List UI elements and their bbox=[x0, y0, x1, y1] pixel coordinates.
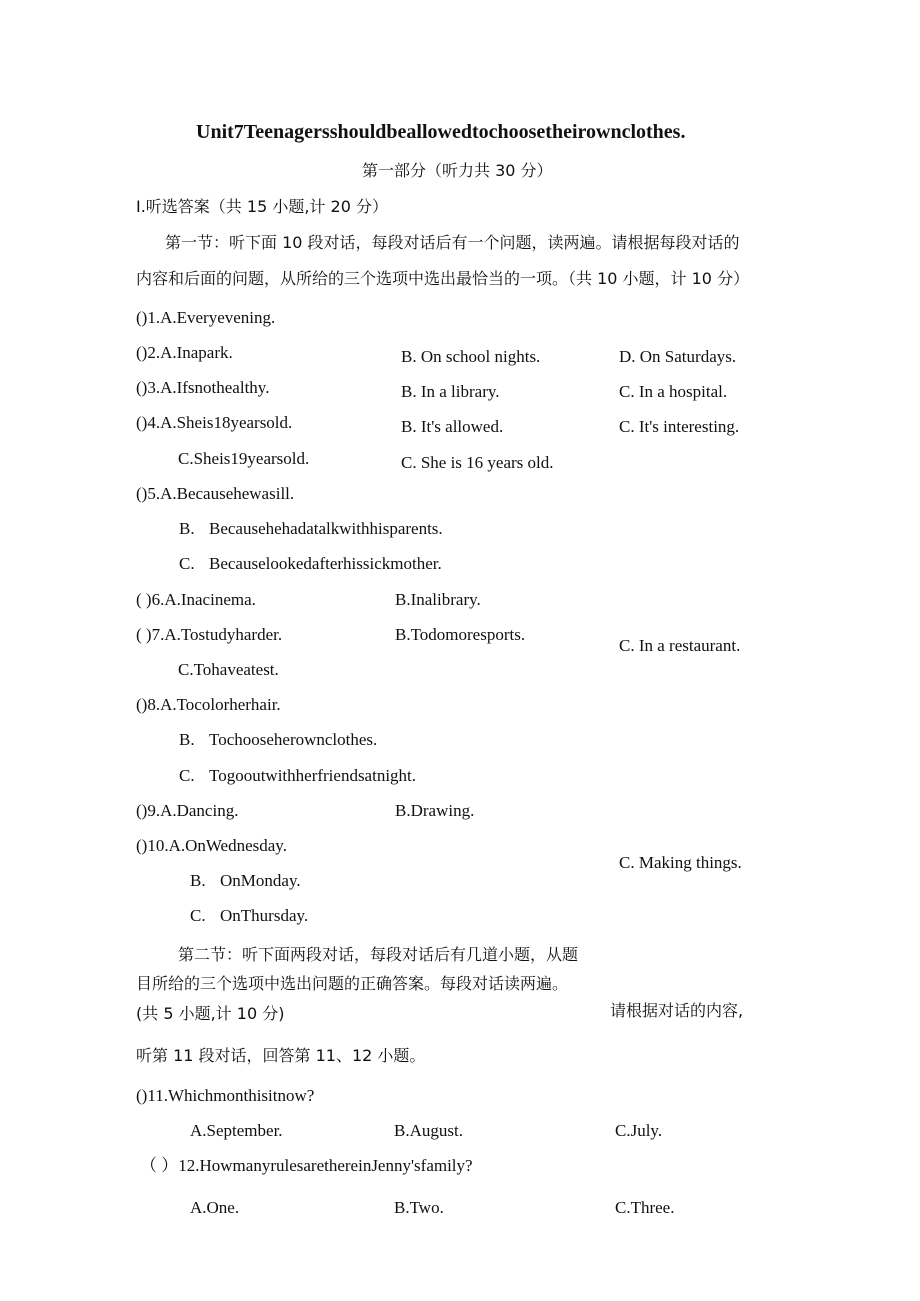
section1-instruction-line2: 内容和后面的问题，从所给的三个选项中选出最恰当的一项。（共 10 小题，计 10 分） bbox=[136, 269, 750, 288]
q4-option-c: C. It's interesting. bbox=[619, 417, 740, 436]
q5-option-c: Becauselookedafterhissickmother. bbox=[209, 554, 442, 573]
section2-instruction-line2: 目所给的三个选项中选出问题的正确答案。每段对话读两遍。 bbox=[136, 974, 569, 993]
q9-option-b: B.Drawing. bbox=[395, 801, 475, 820]
q2-option-b: B. On school nights. bbox=[401, 347, 541, 366]
q1-option-a: ()1.A.Everyevening. bbox=[136, 308, 276, 327]
q4-option-b: B. It's allowed. bbox=[401, 417, 504, 436]
q8-option-b-letter: B. bbox=[179, 730, 195, 749]
q3-option-b: B. In a library. bbox=[401, 382, 500, 401]
page-title: Unit7Teenagersshouldbeallowedtochoosetheirownclothes. bbox=[196, 121, 686, 143]
q7-option-b: B.Todomoresports. bbox=[395, 625, 526, 644]
q8-option-c: Togooutwithherfriendsatnight. bbox=[209, 766, 417, 785]
q10-option-b-letter: B. bbox=[190, 871, 206, 890]
q7-option-a: ( )7.A.Tostudyharder. bbox=[136, 625, 283, 644]
q8-option-a: ()8.A.Tocolorherhair. bbox=[136, 695, 281, 714]
q6-option-c: C. In a restaurant. bbox=[619, 636, 741, 655]
q8-option-b: Tochooseherownclothes. bbox=[209, 730, 378, 749]
q4-option-extra: C. She is 16 years old. bbox=[401, 453, 554, 472]
section2-instruction-line3: (共 5 小题,计 10 分) bbox=[136, 1004, 285, 1023]
q10-option-b: OnMonday. bbox=[220, 871, 301, 890]
q11-option-a: A.September. bbox=[190, 1121, 283, 1140]
q9-option-c: C. Making things. bbox=[619, 853, 742, 872]
q10-option-a: ()10.A.OnWednesday. bbox=[136, 836, 287, 855]
q11-option-b: B.August. bbox=[394, 1121, 463, 1140]
q5-option-b: Becausehehadatalkwithhisparents. bbox=[209, 519, 443, 538]
q12-option-a: A.One. bbox=[190, 1198, 240, 1217]
q12-stem: （ ）12.HowmanyrulesarethereinJenny'sfamily? bbox=[140, 1156, 473, 1175]
q12-option-c: C.Three. bbox=[615, 1198, 675, 1217]
section1-instruction-line1: 第一节：听下面 10 段对话，每段对话后有一个问题，读两遍。请根据每段对话的 bbox=[165, 233, 740, 252]
q9-option-a: ()9.A.Dancing. bbox=[136, 801, 239, 820]
q7-option-c: C.Tohaveatest. bbox=[178, 660, 279, 679]
q10-option-c-letter: C. bbox=[190, 906, 206, 925]
q6-option-a: ( )6.A.Inacinema. bbox=[136, 590, 256, 609]
section2-instruction-line1: 第二节：听下面两段对话，每段对话后有几道小题，从题 bbox=[178, 945, 579, 964]
q5-option-b-letter: B. bbox=[179, 519, 195, 538]
q3-option-a: ()3.A.Ifsnothealthy. bbox=[136, 378, 270, 397]
q12-option-b: B.Two. bbox=[394, 1198, 444, 1217]
part-heading: 第一部分（听力共 30 分） bbox=[362, 161, 553, 180]
section2-instruction-side: 请根据对话的内容, bbox=[610, 1001, 744, 1020]
q2-option-d: D. On Saturdays. bbox=[619, 347, 737, 366]
q6-option-b: B.Inalibrary. bbox=[395, 590, 481, 609]
q5-option-a: ()5.A.Becausehewasill. bbox=[136, 484, 295, 503]
q10-option-c: OnThursday. bbox=[220, 906, 309, 925]
q4-option-c-line2: C.Sheis19yearsold. bbox=[178, 449, 310, 468]
q11-option-c: C.July. bbox=[615, 1121, 663, 1140]
q4-option-a: ()4.A.Sheis18yearsold. bbox=[136, 413, 293, 432]
q11-stem: ()11.Whichmonthisitnow? bbox=[136, 1086, 315, 1105]
section-i-heading: I.听选答案（共 15 小题,计 20 分） bbox=[136, 197, 388, 216]
q8-option-c-letter: C. bbox=[179, 766, 195, 785]
listen-note: 听第 11 段对话，回答第 11、12 小题。 bbox=[136, 1046, 426, 1065]
q5-option-c-letter: C. bbox=[179, 554, 195, 573]
q3-option-c: C. In a hospital. bbox=[619, 382, 728, 401]
q2-option-a: ()2.A.Inapark. bbox=[136, 343, 233, 362]
